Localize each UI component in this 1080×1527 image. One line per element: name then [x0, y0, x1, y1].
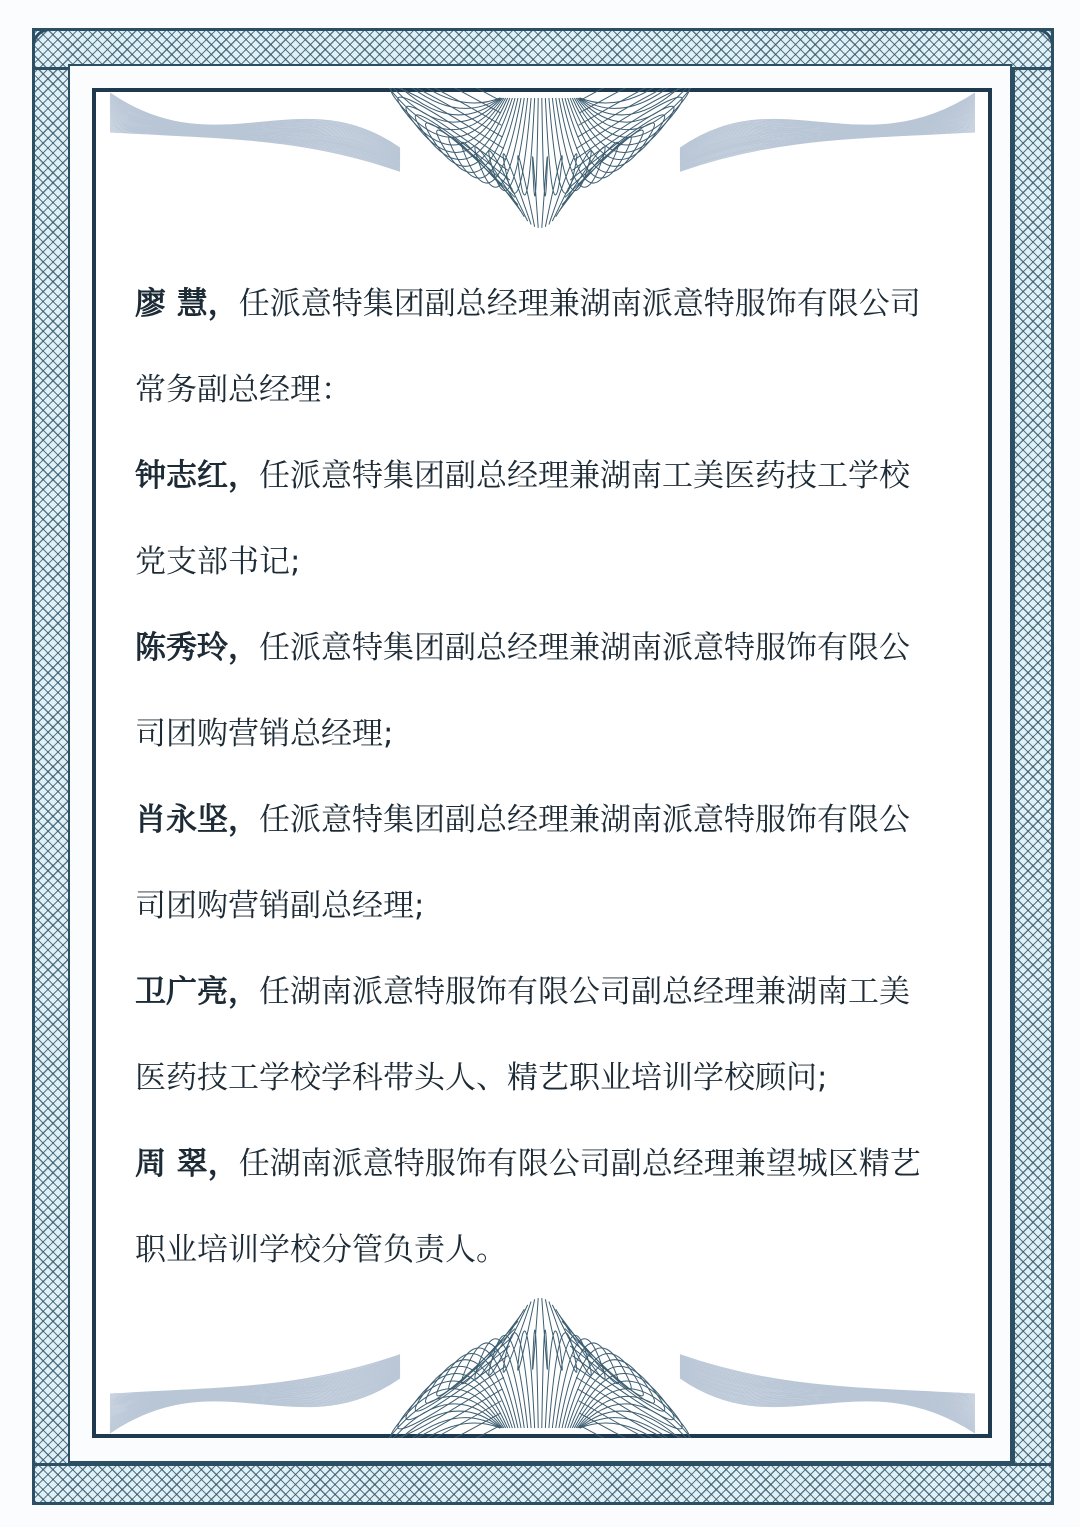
- appointment-list: [135, 280, 975, 1312]
- position-text: 任派意特集团副总经理兼湖南工美医药技工学校: [259, 458, 910, 494]
- person-name: 钟志红，: [135, 458, 259, 494]
- person-name: 陈秀玲，: [135, 630, 259, 666]
- guilloche-border-bottom: [32, 1463, 1054, 1505]
- text-line: [135, 710, 975, 796]
- text-line: [135, 280, 975, 366]
- position-text: 医药技工学校学科带头人、精艺职业培训学校顾问;: [135, 1060, 828, 1096]
- position-text: 任湖南派意特服饰有限公司副总经理兼湖南工美: [259, 974, 910, 1010]
- position-text: 任湖南派意特服饰有限公司副总经理兼望城区精艺: [238, 1146, 921, 1182]
- text-line: [135, 968, 975, 1054]
- text-line: [135, 366, 975, 452]
- position-text: 司团购营销副总经理;: [135, 888, 425, 924]
- text-line: [135, 796, 975, 882]
- text-line: [135, 538, 975, 624]
- text-line: [135, 882, 975, 968]
- position-text: 党支部书记;: [135, 544, 301, 580]
- person-name: 周 翠，: [135, 1146, 239, 1182]
- person-name: 廖 慧，: [135, 286, 239, 322]
- person-name: 卫广亮，: [135, 974, 259, 1010]
- guilloche-border-right: [1012, 28, 1054, 1505]
- text-line: [135, 624, 975, 710]
- position-text: 任派意特集团副总经理兼湖南派意特服饰有限公: [259, 630, 910, 666]
- text-line: [135, 1140, 975, 1226]
- text-line: [135, 1054, 975, 1140]
- position-text: 司团购营销总经理;: [135, 716, 394, 752]
- position-text: 职业培训学校分管负责人。: [135, 1232, 507, 1268]
- position-text: 常务副总经理：: [135, 372, 352, 408]
- position-text: 任派意特集团副总经理兼湖南派意特服饰有限公: [259, 802, 910, 838]
- position-text: 任派意特集团副总经理兼湖南派意特服饰有限公司: [238, 286, 921, 322]
- person-name: 肖永坚，: [135, 802, 259, 838]
- text-line: [135, 452, 975, 538]
- text-line: [135, 1226, 975, 1312]
